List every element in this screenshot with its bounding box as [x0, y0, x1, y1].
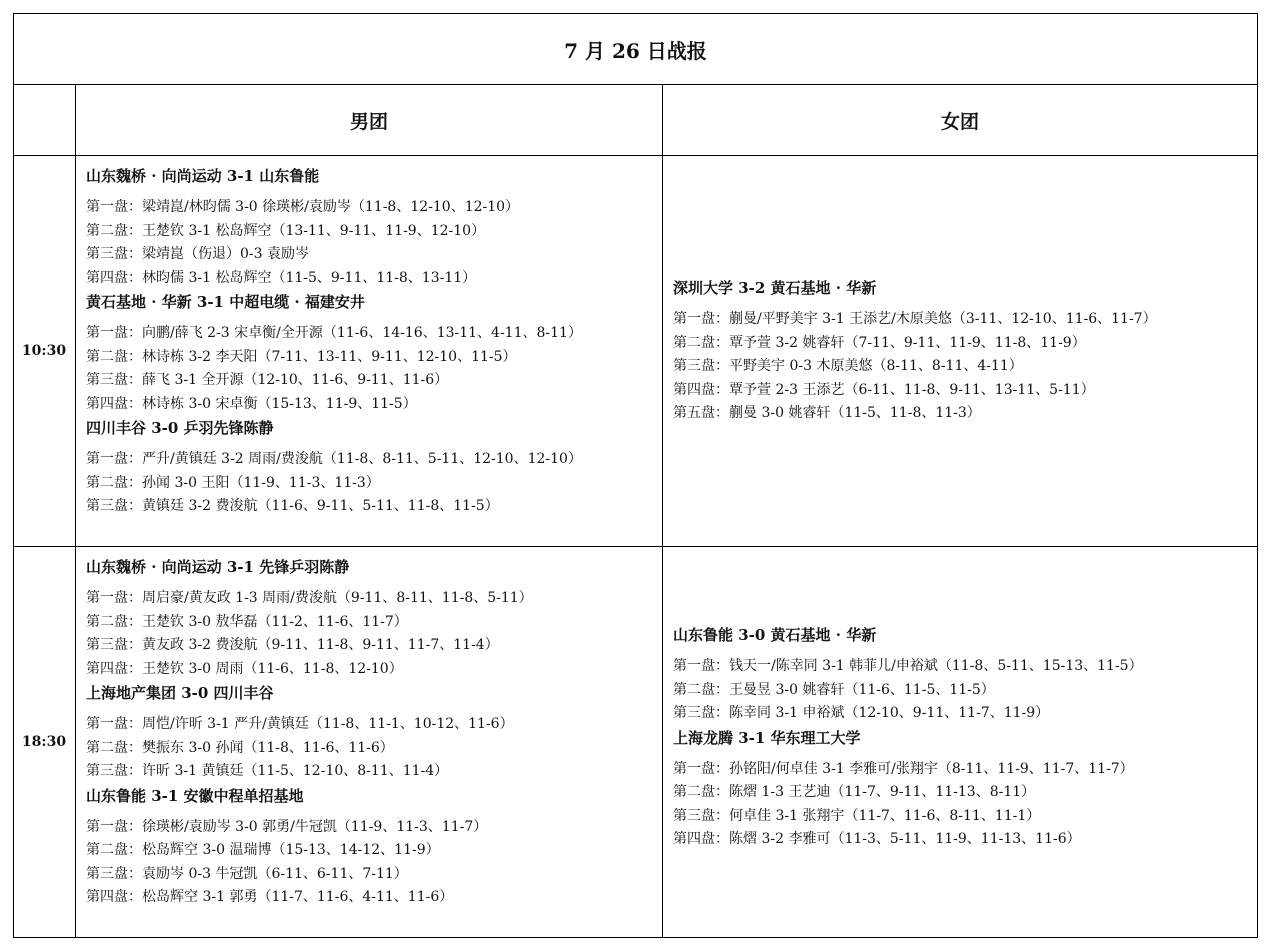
- game-result: 第二盘：王曼昱 3-0 姚睿轩（11-6、11-5、11-5）: [673, 681, 995, 698]
- game-result: 第二盘：王楚钦 3-0 敖华磊（11-2、11-6、11-7）: [86, 613, 408, 630]
- game-result: 第二盘：陈熠 1-3 王艺迪（11-7、9-11、11-13、8-11）: [673, 784, 1036, 800]
- game-result: 第二盘：孙闻 3-0 王阳（11-9、11-3、11-3）: [86, 474, 380, 491]
- session-divider: [13, 546, 1258, 547]
- match-block: [673, 623, 1251, 726]
- game-result: 第一盘：周恺/许昕 3-1 严升/黄镇廷（11-8、11-1、10-12、11-6）: [86, 716, 514, 732]
- game-result: 第一盘：徐瑛彬/袁励岑 3-0 郭勇/牛冠凯（11-9、11-3、11-7）: [86, 818, 488, 835]
- women-matches-1030: [663, 276, 1257, 426]
- match-block: [86, 164, 656, 290]
- game-result: 第一盘：蒯曼/平野美宇 3-1 王添艺/木原美悠（3-11、12-10、11-6、11-7）: [673, 311, 1157, 327]
- game-result: 第三盘：何卓佳 3-1 张翔宇（11-7、11-6、8-11、11-1）: [673, 807, 1041, 824]
- women-team-header: 女团: [940, 110, 979, 133]
- game-result: 第一盘：严升/黄镇廷 3-2 周雨/费浚航（11-8、8-11、5-11、12-10、12-10）: [86, 451, 582, 467]
- game-result: 第二盘：王楚钦 3-1 松岛辉空（13-11、9-11、11-9、12-10）: [86, 222, 486, 239]
- match-title: 山东鲁能 3-1 安徽中程单招基地: [86, 786, 304, 805]
- table-border-right: [1257, 13, 1258, 938]
- game-result: 第三盘：薛飞 3-1 全开源（12-10、11-6、9-11、11-6）: [86, 372, 449, 388]
- women-matches-1830: [663, 623, 1257, 852]
- game-result: 第三盘：黄友政 3-2 费浚航（9-11、11-8、9-11、11-7、11-4）: [86, 637, 499, 653]
- match-block: [673, 276, 1251, 426]
- match-block: [86, 681, 656, 784]
- header-row-divider: [13, 155, 1258, 156]
- men-matches-1030: [76, 164, 662, 519]
- men-matches-1830: [76, 555, 662, 910]
- game-result: 第四盘：王楚钦 3-0 周雨（11-6、11-8、12-10）: [86, 660, 403, 677]
- match-block: [86, 555, 656, 681]
- match-block: [673, 726, 1251, 852]
- match-title: 深圳大学 3-2 黄石基地 · 华新: [673, 279, 877, 297]
- game-result: 第一盘：钱天一/陈幸同 3-1 韩菲儿/申裕斌（11-8、5-11、15-13、11-5）: [673, 658, 1143, 674]
- match-block: [86, 784, 656, 910]
- match-title: 山东鲁能 3-0 黄石基地 · 华新: [673, 626, 877, 644]
- game-result: 第五盘：蒯曼 3-0 姚睿轩（11-5、11-8、11-3）: [673, 405, 981, 421]
- men-team-header: 男团: [349, 110, 388, 133]
- match-title: 山东魏桥 · 向尚运动 3-1 山东鲁能: [86, 167, 320, 185]
- game-result: 第一盘：向鹏/薛飞 2-3 宋卓衡/全开源（11-6、14-16、13-11、4-11、8-11）: [86, 325, 582, 341]
- table-border-bottom: [13, 937, 1258, 938]
- session-time: 18:30: [21, 734, 67, 750]
- game-result: 第四盘：林昀儒 3-1 松岛辉空（11-5、9-11、11-8、13-11）: [86, 269, 477, 286]
- game-result: 第三盘：梁靖崑（伤退）0-3 袁励岑: [86, 246, 309, 262]
- game-result: 第一盘：周启豪/黄友政 1-3 周雨/费浚航（9-11、8-11、11-8、5-11）: [86, 590, 533, 606]
- match-block: [86, 416, 656, 519]
- game-result: 第四盘：陈熠 3-2 李雅可（11-3、5-11、11-9、11-13、11-6）: [673, 831, 1081, 847]
- report-title: 7 月 26 日战报: [564, 39, 707, 63]
- game-result: 第四盘：覃予萱 2-3 王添艺（6-11、11-8、9-11、13-11、5-11）: [673, 381, 1095, 398]
- game-result: 第一盘：孙铭阳/何卓佳 3-1 李雅可/张翔宇（8-11、11-9、11-7、11-7）: [673, 760, 1134, 777]
- game-result: 第三盘：黄镇廷 3-2 费浚航（11-6、9-11、5-11、11-8、11-5）: [86, 498, 499, 514]
- game-result: 第四盘：林诗栋 3-0 宋卓衡（15-13、11-9、11-5）: [86, 395, 417, 412]
- game-result: 第二盘：覃予萱 3-2 姚睿轩（7-11、9-11、11-9、11-8、11-9）: [673, 334, 1086, 351]
- game-result: 第三盘：陈幸同 3-1 申裕斌（12-10、9-11、11-7、11-9）: [673, 705, 1050, 721]
- match-title: 山东魏桥 · 向尚运动 3-1 先锋乒羽陈静: [86, 558, 350, 576]
- match-title: 上海龙腾 3-1 华东理工大学: [673, 728, 861, 747]
- game-result: 第二盘：林诗栋 3-2 李天阳（7-11、13-11、9-11、12-10、11-5）: [86, 348, 517, 365]
- game-result: 第一盘：梁靖崑/林昀儒 3-0 徐瑛彬/袁励岑（11-8、12-10、12-10）: [86, 199, 520, 215]
- match-title: 黄石基地 · 华新 3-1 中超电缆 · 福建安井: [86, 293, 365, 311]
- game-result: 第三盘：平野美宇 0-3 木原美悠（8-11、8-11、4-11）: [673, 358, 1023, 374]
- game-result: 第三盘：许昕 3-1 黄镇廷（11-5、12-10、8-11、11-4）: [86, 763, 449, 779]
- time-column-header: [13, 85, 75, 155]
- match-title: 上海地产集团 3-0 四川丰谷: [86, 684, 274, 702]
- game-result: 第四盘：松岛辉空 3-1 郭勇（11-7、11-6、4-11、11-6）: [86, 889, 454, 905]
- match-block: [86, 290, 656, 416]
- game-result: 第二盘：松岛辉空 3-0 温瑞博（15-13、14-12、11-9）: [86, 842, 440, 858]
- game-result: 第二盘：樊振东 3-0 孙闻（11-8、11-6、11-6）: [86, 739, 394, 756]
- match-title: 四川丰谷 3-0 乒羽先锋陈静: [86, 419, 274, 437]
- session-time: 10:30: [21, 343, 67, 359]
- game-result: 第三盘：袁励岑 0-3 牛冠凯（6-11、6-11、7-11）: [86, 865, 408, 882]
